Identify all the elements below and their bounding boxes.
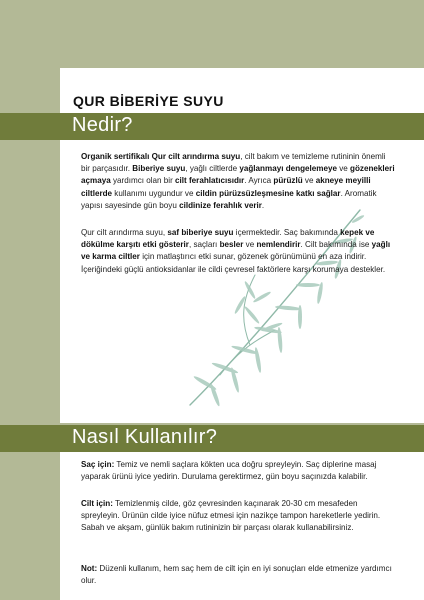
- section-heading-nedir: Nedir?: [72, 114, 133, 136]
- bold-text-run: pürüzlü: [273, 176, 303, 186]
- bold-text-run: yağlanmayı dengelemeye: [239, 164, 337, 174]
- paragraph-note: [81, 563, 396, 587]
- text-run: , cilt bakım ve temizleme rutininin önemli bir parçasıdır.: [81, 152, 386, 174]
- text-run: yardımcı olan bir: [110, 176, 176, 186]
- text-run: ve: [243, 240, 257, 250]
- text-run: .: [261, 200, 265, 210]
- bold-text-run: Biberiye suyu: [132, 164, 186, 174]
- bold-text-run: Organik sertifikalı Qur cilt arındırma suyu: [81, 152, 241, 161]
- text-run: ve: [302, 176, 316, 186]
- bold-text-run: akneye meyilli ciltlerde: [81, 176, 371, 198]
- bold-text-run: besler: [219, 240, 244, 250]
- text-run: , saçları: [188, 240, 220, 250]
- bold-text-run: cilt ferahlatıcısıdır: [175, 176, 245, 186]
- text-run: için matlaştırıcı etki sunar, gözenek görünümünü en aza indirir. İçeriğindeki güçlü antioksidanlar ile cildi çevresel faktörlere karşı korumaya destekler.: [81, 252, 386, 274]
- paragraph-skin-usage: [81, 498, 396, 535]
- bold-text-run: cildinize ferahlık verir: [179, 200, 262, 210]
- text-run: . Ayrıca: [244, 176, 274, 186]
- text-run: Düzenli kullanım, hem saç hem de cilt için en iyi sonuçları elde etmenize yardımcı olur.: [81, 564, 392, 586]
- paragraph-benefits: [81, 227, 396, 276]
- text-run: kullanımı uygundur ve: [112, 188, 196, 198]
- text-run: Temizlenmiş cilde, göz çevresinden kaçınarak 20-30 cm mesafeden spreyleyin. Ürünün cilde iyice nüfuz etmesi için nazikçe tampon hareketlerle yedirin. Sabah ve akşam, günlük bakım rutininizin bir parçası olarak kullanabilirsiniz.: [81, 499, 381, 533]
- bold-text-run: Saç için:: [81, 460, 115, 469]
- bold-text-run: saf biberiye suyu: [167, 228, 234, 237]
- text-run: . Cilt bakımında ise: [300, 240, 372, 250]
- section-band-nedir: [0, 113, 424, 140]
- bold-text-run: cildin pürüzsüzleşmesine katkı sağlar: [195, 188, 341, 198]
- text-run: ve: [336, 164, 351, 174]
- product-title: QUR BİBERİYE SUYU: [73, 93, 224, 109]
- bold-text-run: nemlendirir: [256, 240, 301, 250]
- bold-text-run: Not:: [81, 564, 98, 573]
- section-band-usage: [0, 425, 424, 452]
- text-run: içermektedir. Saç bakımında: [233, 228, 341, 237]
- text-run: Qur cilt arındırma suyu,: [81, 228, 168, 237]
- text-run: , yağlı ciltlerde: [185, 164, 240, 174]
- paragraph-description: [81, 151, 396, 212]
- text-run: Temiz ve nemli saçlara kökten uca doğru spreyleyin. Saç diplerine masaj yaparak ürünü iyice yedirin. Durulama gerektirmez, gün boyu saçınızda kalabilir.: [81, 460, 377, 482]
- bold-text-run: Cilt için:: [81, 499, 113, 508]
- bold-text-run: yağlı ve karma ciltler: [81, 240, 391, 262]
- section-heading-usage: Nasıl Kullanılır?: [72, 426, 218, 448]
- text-run: . Aromatik yapısı sayesinde gün boyu: [81, 188, 377, 210]
- paragraph-hair-usage: [81, 459, 396, 483]
- bold-text-run: kepek ve dökülme karşıtı etki gösterir: [81, 228, 375, 250]
- bold-text-run: gözenekleri açmaya: [81, 164, 395, 186]
